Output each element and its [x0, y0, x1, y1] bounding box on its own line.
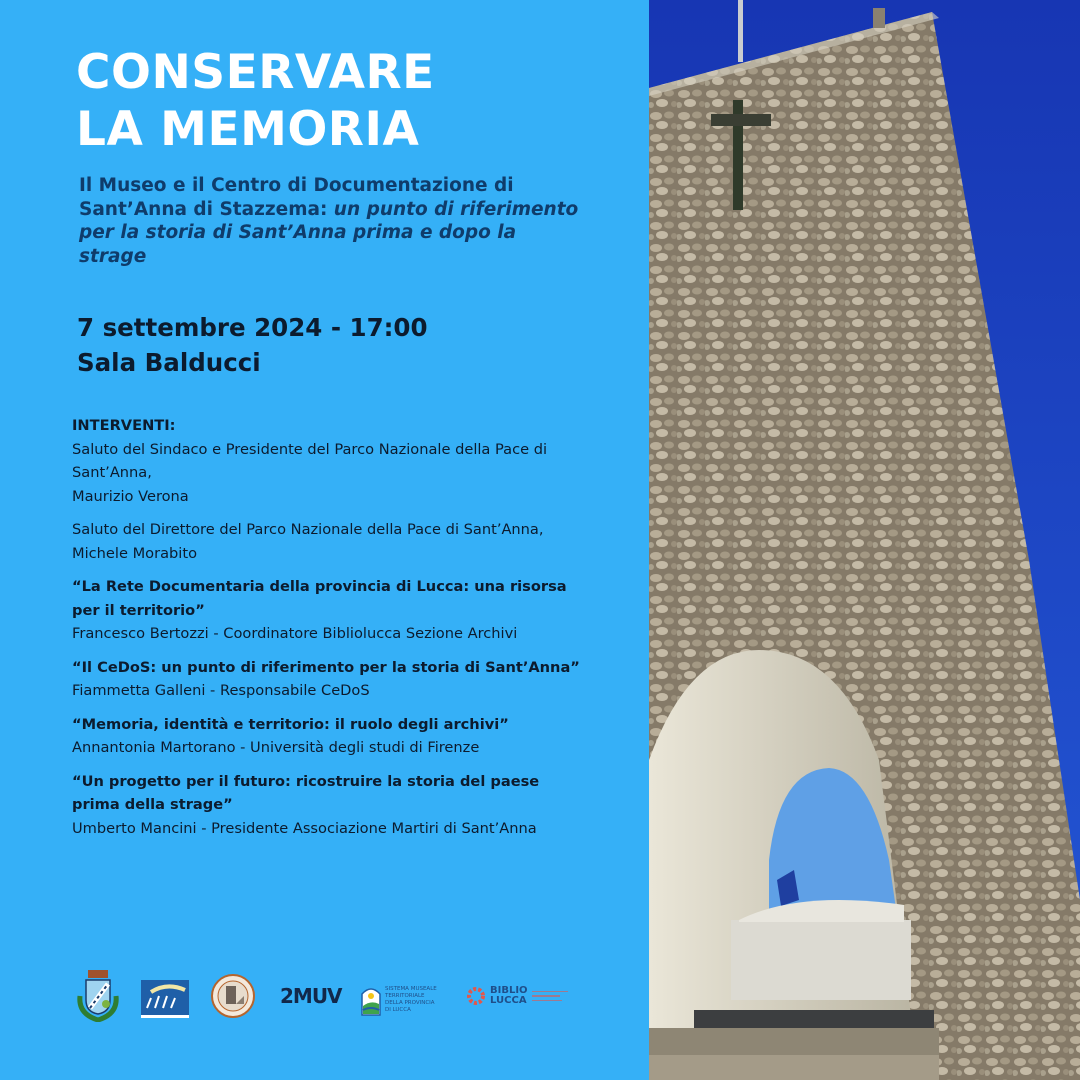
monument-photo: [649, 0, 1080, 1080]
sistema-museale-icon: [361, 984, 381, 1016]
program-talk-title: “Il CeDoS: un punto di riferimento per la storia di Sant’Anna”: [72, 658, 580, 676]
event-datetime: 7 settembre 2024 - 17:00: [77, 313, 428, 342]
program-item: [72, 438, 582, 509]
memorial-tower-image: [649, 0, 1080, 1080]
monument-seal-icon: [211, 974, 255, 1018]
event-subtitle: [79, 174, 579, 268]
sistema-museale-logo: [361, 984, 439, 1016]
event-details: [77, 310, 428, 380]
program-speaker: Fiammetta Galleni - Responsabile CeDoS: [72, 682, 370, 699]
program-item: [72, 713, 582, 760]
program-speaker-name: Maurizio Verona: [72, 487, 189, 505]
bibliolucca-logo: [466, 986, 568, 1006]
event-title: [76, 44, 435, 158]
program-speaker: Saluto del Sindaco e Presidente del Parco Nazionale della Pace di Sant’Anna,: [72, 440, 548, 481]
bibliolucca-gear-icon: [466, 986, 486, 1006]
program-talk-title: “Memoria, identità e territorio: il ruolo degli archivi”: [72, 715, 509, 733]
program-item: [72, 575, 582, 646]
event-venue: Sala Balducci: [77, 348, 261, 377]
bibliolucca-wordmark: [490, 986, 528, 1006]
program-speaker: Saluto del Direttore del Parco Nazionale della Pace di Sant’Anna, Michele Morabito: [72, 521, 544, 562]
subtitle-italic: un punto di riferimento per la storia di Sant’Anna prima e dopo la strage: [79, 198, 579, 267]
sponsor-logos: [72, 972, 582, 1028]
bibliolucca-tagline-lines: [532, 988, 568, 1005]
program-item: [72, 518, 582, 565]
parco-pace-logo-icon: [141, 980, 189, 1018]
title-line-2: LA MEMORIA: [76, 102, 420, 157]
program-item: [72, 770, 582, 841]
2muv-logo: 2MUV: [280, 984, 342, 1008]
program-speaker: Umberto Mancini - Presidente Associazione Martiri di Sant’Anna: [72, 819, 537, 837]
program-heading: INTERVENTI:: [72, 417, 176, 434]
program-talk-title: “Un progetto per il futuro: ricostruire la storia del paese prima della strage”: [72, 772, 540, 813]
program-section: [72, 414, 582, 850]
program-item: [72, 656, 582, 703]
bibliolucca-line-2: LUCCA: [490, 995, 527, 1006]
program-talk-title: “La Rete Documentaria della provincia di Lucca: una risorsa per il territorio”: [72, 578, 567, 619]
program-speaker: Annantonia Martorano - Università degli studi di Firenze: [72, 739, 480, 756]
title-line-1: CONSERVARE: [76, 45, 435, 100]
comune-crest-icon: [76, 966, 120, 1022]
subtitle-plain: Il Museo e il Centro di Documentazione di Sant’Anna di Stazzema:: [79, 175, 514, 220]
bibliolucca-line-1: BIBLIO: [490, 985, 528, 996]
program-speaker: Francesco Bertozzi - Coordinatore Bibliolucca Sezione Archivi: [72, 625, 518, 642]
sistema-museale-label: SISTEMA MUSEALE TERRITORIALE DELLA PROVINCIA DI LUCCA: [385, 986, 437, 1013]
